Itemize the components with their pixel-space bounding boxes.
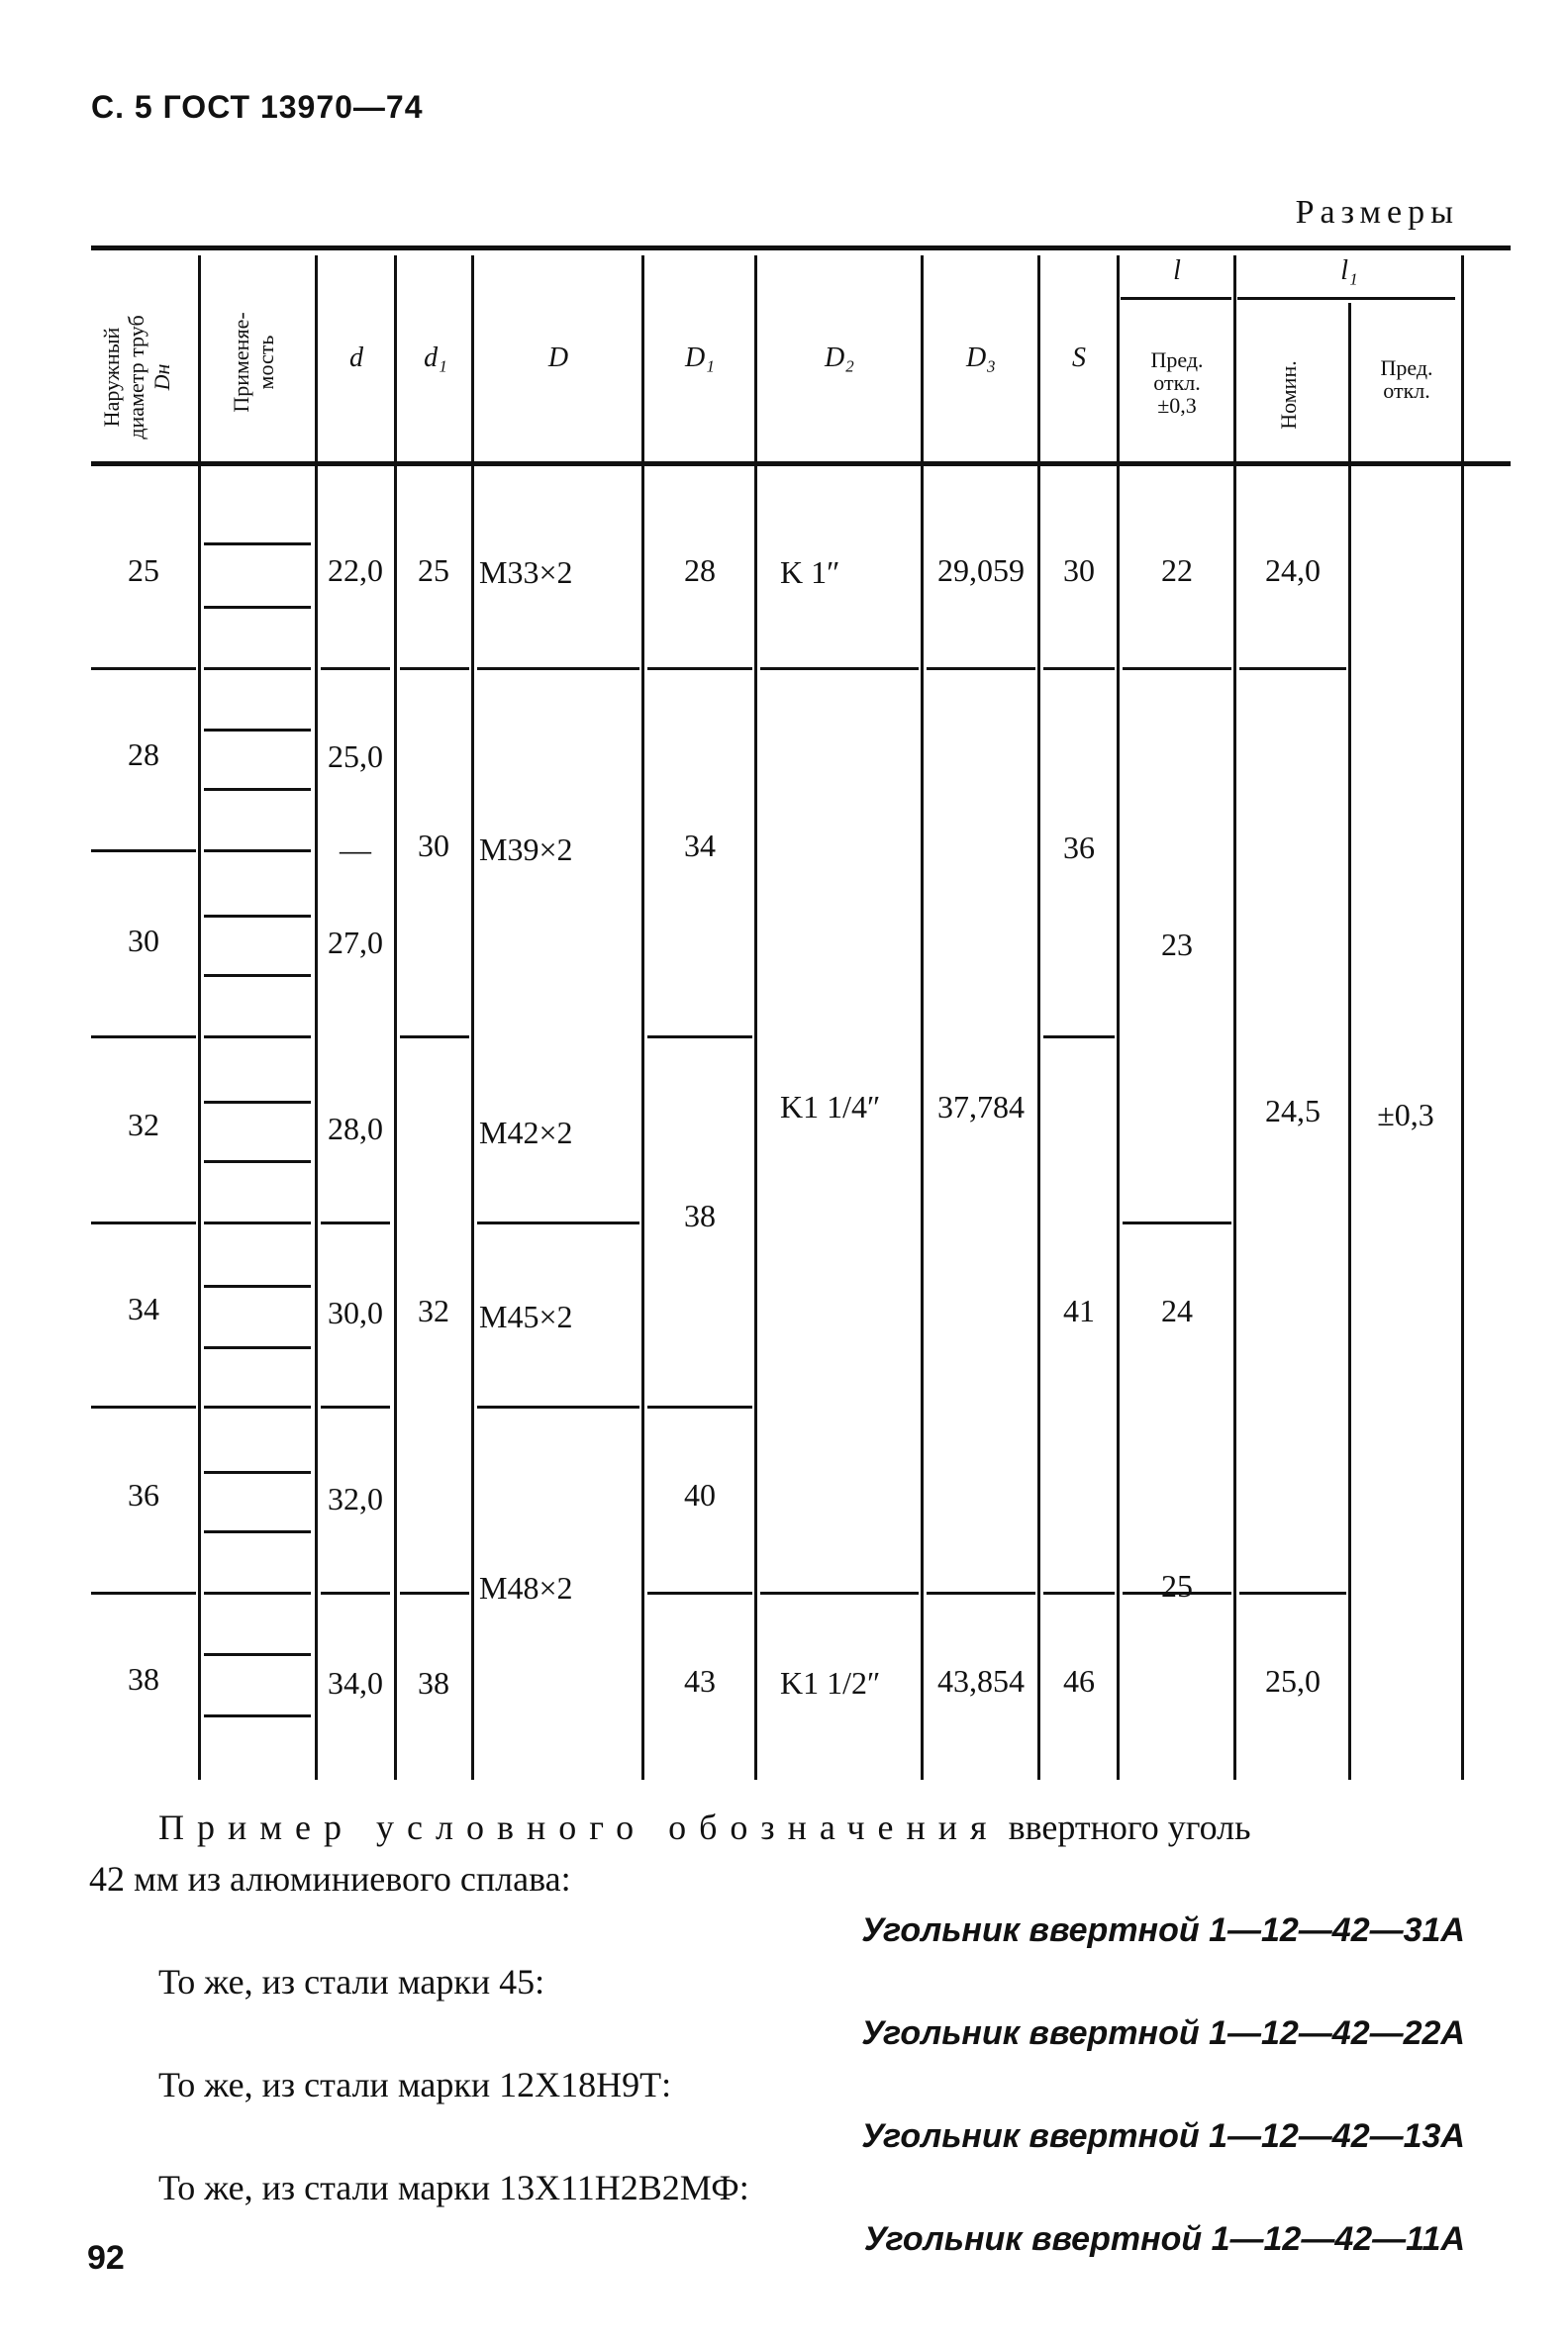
- table-cell-D3: 37,784: [937, 1089, 1025, 1124]
- table-cell-d1: 32: [418, 1293, 449, 1328]
- header-D3: D₃: [966, 342, 996, 373]
- table-cell-l1-nominal: 25,0: [1265, 1663, 1321, 1699]
- header-l1: l₁: [1340, 255, 1358, 286]
- example-intro: Пример условного обозначения ввертного уголь: [158, 1808, 1251, 1847]
- table-cell-l: 24: [1161, 1293, 1193, 1328]
- table-cell-S: 30: [1063, 552, 1095, 588]
- example-intro-cont: 42 мм из алюминиевого сплава:: [89, 1859, 571, 1899]
- designation-examples: [89, 1802, 1465, 2265]
- table-cell-dn: 28: [128, 736, 159, 772]
- page-number: 92: [87, 2239, 125, 2277]
- designation-4: Угольник ввертной 1—12—42—11А: [863, 2220, 1465, 2258]
- table-cell-D1: 43: [684, 1663, 716, 1699]
- header-D1: D₁: [685, 342, 715, 373]
- table-cell-dn: 32: [128, 1107, 159, 1142]
- table-cell-D: M48×2: [479, 1570, 573, 1606]
- sizes-label: Размеры: [1295, 194, 1459, 231]
- table-cell-D1: 38: [684, 1198, 716, 1233]
- table-cell-d1: 30: [418, 828, 449, 863]
- table-cell-D: M39×2: [479, 831, 573, 867]
- table-cell-d: 34,0: [328, 1665, 383, 1701]
- table-cell-d: 22,0: [328, 552, 383, 588]
- table-cell-l: 22: [1161, 552, 1193, 588]
- example-steel-12x18: То же, из стали марки 12Х18Н9Т:: [158, 2065, 672, 2104]
- table-cell-d1: 38: [418, 1665, 449, 1701]
- designation-1: Угольник ввертной 1—12—42—31А: [861, 1911, 1465, 1949]
- table-cell-l1-nominal: 24,5: [1265, 1093, 1321, 1128]
- table-cell-l: 25: [1161, 1568, 1193, 1604]
- table-cell-dn: 34: [128, 1291, 159, 1326]
- table-cell-S: 36: [1063, 830, 1095, 865]
- table-cell-D2: K 1″: [780, 554, 840, 590]
- table-cell-d: 30,0: [328, 1295, 383, 1330]
- table-cell-D2: K1 1/2″: [780, 1665, 881, 1701]
- example-steel-45: То же, из стали марки 45:: [158, 1962, 545, 2002]
- table-cell-D1: 40: [684, 1477, 716, 1513]
- table-cell-D: M42×2: [479, 1115, 573, 1150]
- header-outer-diameter: Наружный диаметр труб Dн: [99, 315, 174, 440]
- table-cell-dn: 30: [128, 923, 159, 958]
- table-cell-dn: 36: [128, 1477, 159, 1513]
- header-applicability: Применяе- мость: [229, 312, 279, 413]
- table-cell-l1-tolerance: ±0,3: [1377, 1097, 1434, 1132]
- header-d: d: [349, 342, 363, 373]
- table-cell-d: 27,0: [328, 925, 383, 960]
- designation-2: Угольник ввертной 1—12—42—22А: [861, 2014, 1465, 2052]
- header-d1: d₁: [424, 342, 447, 373]
- header-D: D: [547, 342, 569, 373]
- table-cell-D2: K1 1/4″: [780, 1089, 881, 1124]
- designation-3: Угольник ввертной 1—12—42—13А: [861, 2117, 1465, 2155]
- table-cell-d1: 25: [418, 552, 449, 588]
- example-steel-13x11: То же, из стали марки 13Х11Н2В2МФ:: [158, 2168, 749, 2207]
- table-cell-dn: 25: [128, 552, 159, 588]
- table-cell-d: 25,0: [328, 738, 383, 774]
- table-cell-D3: 43,854: [937, 1663, 1025, 1699]
- header-l-tolerance: Пред. откл. ±0,3: [1150, 347, 1204, 419]
- document-header: С. 5 ГОСТ 13970—74: [91, 89, 424, 125]
- table-cell-d: 28,0: [328, 1111, 383, 1146]
- table-cell-D3: 29,059: [937, 552, 1025, 588]
- table-cell-D1: 34: [684, 828, 716, 863]
- table-cell-S: 41: [1063, 1293, 1095, 1328]
- table-cell-S: 46: [1063, 1663, 1095, 1699]
- header-l1-tolerance: Пред. откл.: [1380, 355, 1433, 404]
- table-cell-l: 23: [1161, 927, 1193, 962]
- table-cell-l1-nominal: 24,0: [1265, 552, 1321, 588]
- table-cell-dn: 38: [128, 1661, 159, 1697]
- header-l: l: [1173, 255, 1181, 286]
- table-cell-D: M45×2: [479, 1299, 573, 1334]
- table-cell-D1: 28: [684, 552, 716, 588]
- table-cell-D: M33×2: [479, 554, 573, 590]
- table-cell-d: 32,0: [328, 1481, 383, 1516]
- header-S: S: [1072, 342, 1086, 373]
- header-D2: D₂: [825, 342, 854, 373]
- table-cell-d-dash: —: [340, 831, 371, 867]
- header-l1-nominal: Номин.: [1276, 360, 1301, 430]
